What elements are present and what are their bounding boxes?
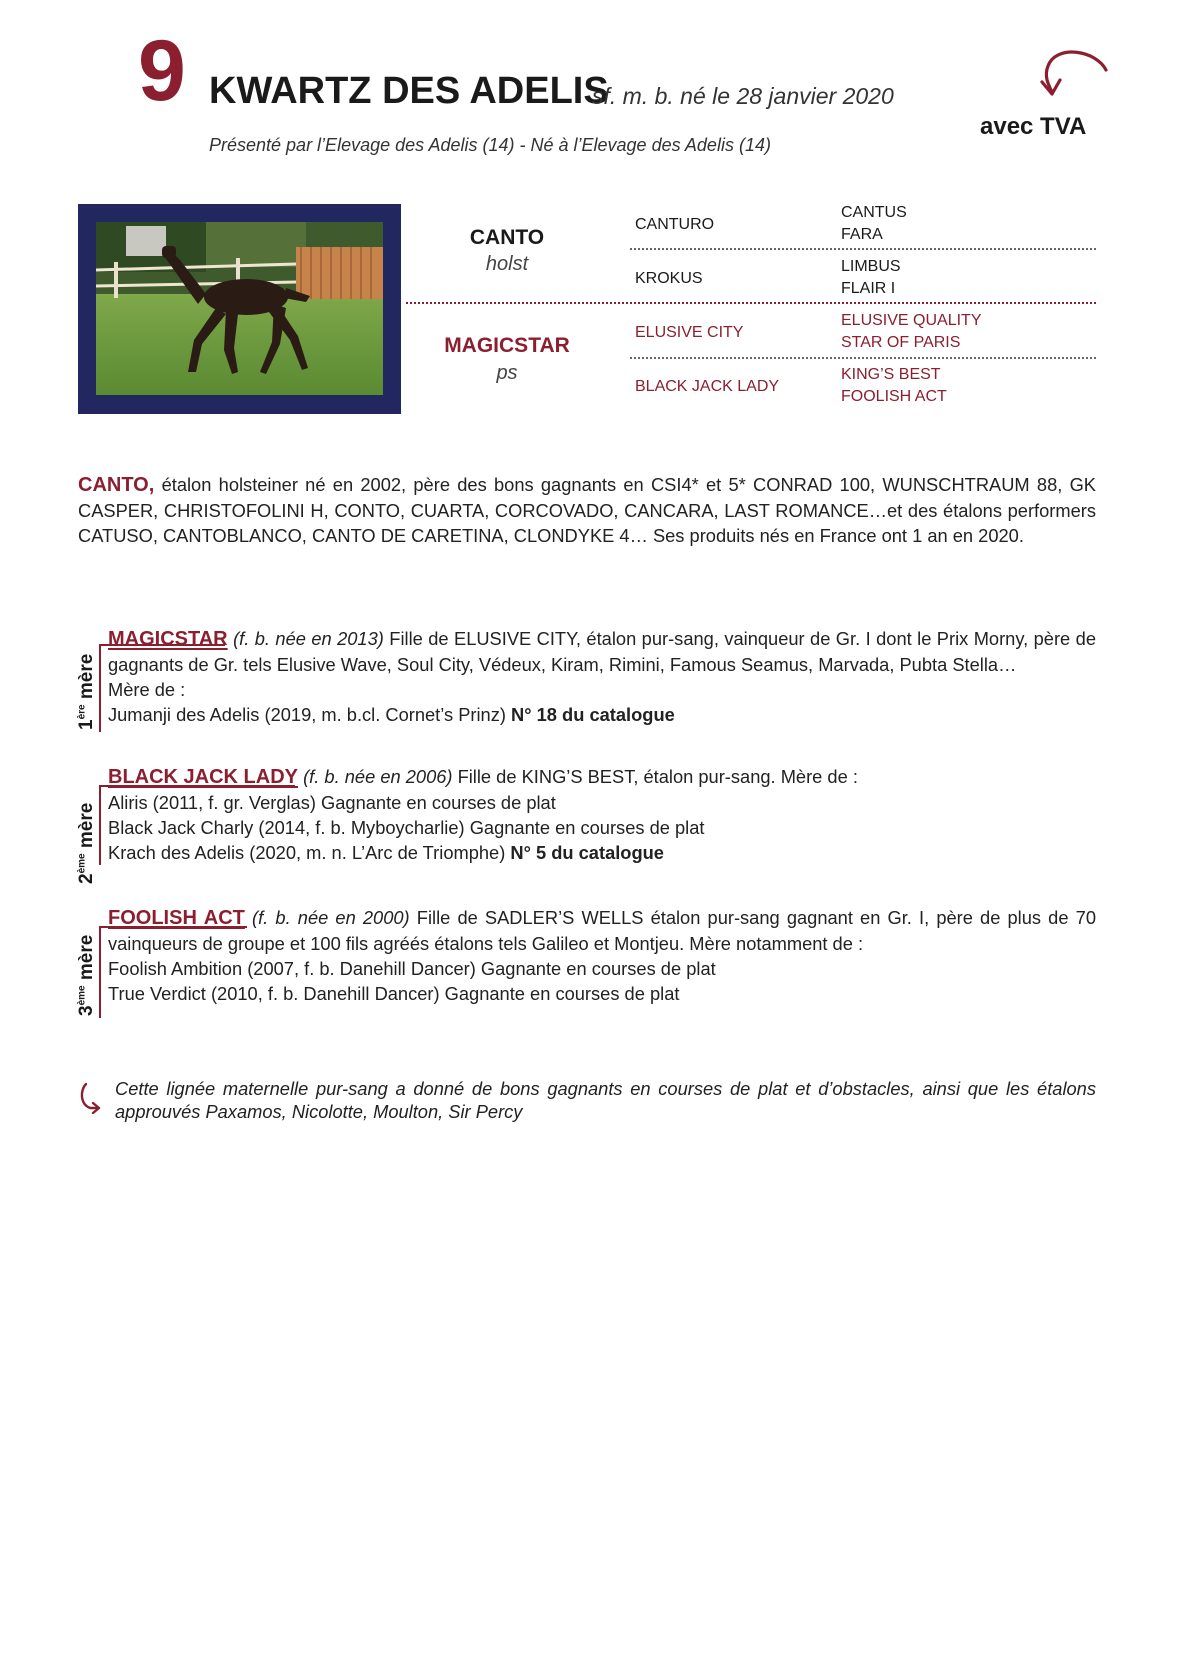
mare-1-text: Fille de ELUSIVE CITY, étalon pur-sang, vainqueur de Gr. I dont le Prix Morny, père de gagnants de Gr. tels Elusive Wave, Soul City, Védeux, Kiram, Rimini, Famous Seamus, Marvada, Pubta Stella… [108,628,1096,675]
mare-2-line: Aliris (2011, f. gr. Verglas) Gagnante en courses de plat [108,792,556,813]
mare-3-line: Foolish Ambition (2007, f. b. Danehill Dancer) Gagnante en courses de plat [108,958,716,979]
sire-paragraph [78,472,1096,548]
pedigree-dam-dam: BLACK JACK LADY [635,378,780,395]
mare-3-bar [99,926,101,1018]
mare-2-name: BLACK JACK LADY [108,766,298,788]
presented-by: Présenté par l’Elevage des Adelis (14) - Né à l’Elevage des Adelis (14) [209,135,771,155]
pedigree-ggp-1a: CANTUS [841,204,907,221]
pedigree-ggp-2a: LIMBUS [841,258,901,275]
mare-3-block [108,905,1096,1006]
mare-2-block [108,764,1096,865]
horse-description: sf. m. b. né le 28 janvier 2020 [592,83,894,109]
mare-3-text: Fille de SADLER’S WELLS étalon pur-sang gagnant en Gr. I, père de plus de 70 vainqueurs de groupe et 100 fils agréés étalons tels Galileo et Montjeu. Mère notamment de : [108,907,1096,954]
pedigree-dam-breed: ps [496,362,518,384]
pedigree-ggp-3 [841,310,982,354]
mare-2-text: Fille de KING’S BEST, étalon pur-sang. Mère de : [452,766,858,787]
mare-1-bar [99,644,101,732]
pedigree-ggp-1 [841,202,907,246]
mare-1-line: Jumanji des Adelis (2019, m. b.cl. Cornet’s Prinz) N° 18 du catalogue [108,704,675,725]
mare-1-info: (f. b. née en 2013) [233,628,384,649]
pedigree-dam-sire: ELUSIVE CITY [635,324,744,341]
pedigree-ggp-2 [841,256,901,300]
sire-paragraph-text: étalon holsteiner né en 2002, père des bons gagnants en CSI4* et 5* CONRAD 100, WUNSCHTRAUM 88, GK CASPER, CHRISTOFOLINI H, CONTO, CUARTA, CORCOVADO, CANCARA, LAST ROMANCE…et des étalons performers CATUSO, CANTOBLANCO, CANTO DE CARETINA, CLONDYKE 4… Ses produits nés en France ont 1 an en 2020. [78,474,1096,546]
mare-2-label: 2ème mère [76,802,97,884]
pedigree-divider [630,357,1096,359]
mare-1-label: 1ère mère [76,653,97,730]
mare-2-line: Krach des Adelis (2020, m. n. L’Arc de Triomphe) N° 5 du catalogue [108,842,664,863]
return-arrow-icon [76,1082,102,1114]
sire-paragraph-name: CANTO, [78,474,155,496]
mare-1-line: Mère de : [108,679,186,700]
pedigree-divider [630,248,1096,250]
mare-2-info: (f. b. née en 2006) [303,766,453,787]
pedigree-sire-breed: holst [485,253,529,275]
mare-1-name: MAGICSTAR [108,628,228,650]
pedigree-ggp-1b: FARA [841,226,883,244]
pedigree-ggp-4a: KING’S BEST [841,366,941,383]
pedigree-ggp-3b: STAR OF PARIS [841,334,961,352]
pedigree-ggp-2b: FLAIR I [841,280,896,298]
curved-arrow-icon [1038,48,1110,104]
footnote: Cette lignée maternelle pur-sang a donné de bons gagnants en courses de plat et d’obstacles, ainsi que les étalons approuvés Paxamos, Nicolotte, Moulton, Sir Percy [115,1078,1096,1122]
foal-photo [96,222,383,395]
pedigree-ggp-4b: FOOLISH ACT [841,388,947,406]
pedigree-ggp-4 [841,364,947,408]
pedigree-divider-main [406,302,1096,304]
pedigree-sire-name: CANTO [469,226,545,249]
mare-1-block [108,626,1096,727]
horse-name: KWARTZ DES ADELIS [209,70,609,112]
pedigree-sire-sire: CANTURO [635,216,715,233]
pedigree-dam-name: MAGICSTAR [444,334,570,357]
tva-label: avec TVA [980,113,1087,140]
mare-3-name: FOOLISH ACT [108,907,245,929]
mare-3-label: 3ème mère [76,934,97,1016]
mare-2-line: Black Jack Charly (2014, f. b. Myboycharlie) Gagnante en courses de plat [108,817,705,838]
mare-3-info: (f. b. née en 2000) [252,907,410,928]
pedigree-sire-dam: KROKUS [635,270,703,287]
pedigree-ggp-3a: ELUSIVE QUALITY [841,312,982,329]
mare-2-bar [99,785,101,865]
lot-number: 9 [138,23,184,119]
mare-3-line: True Verdict (2010, f. b. Danehill Dancer) Gagnante en courses de plat [108,983,680,1004]
